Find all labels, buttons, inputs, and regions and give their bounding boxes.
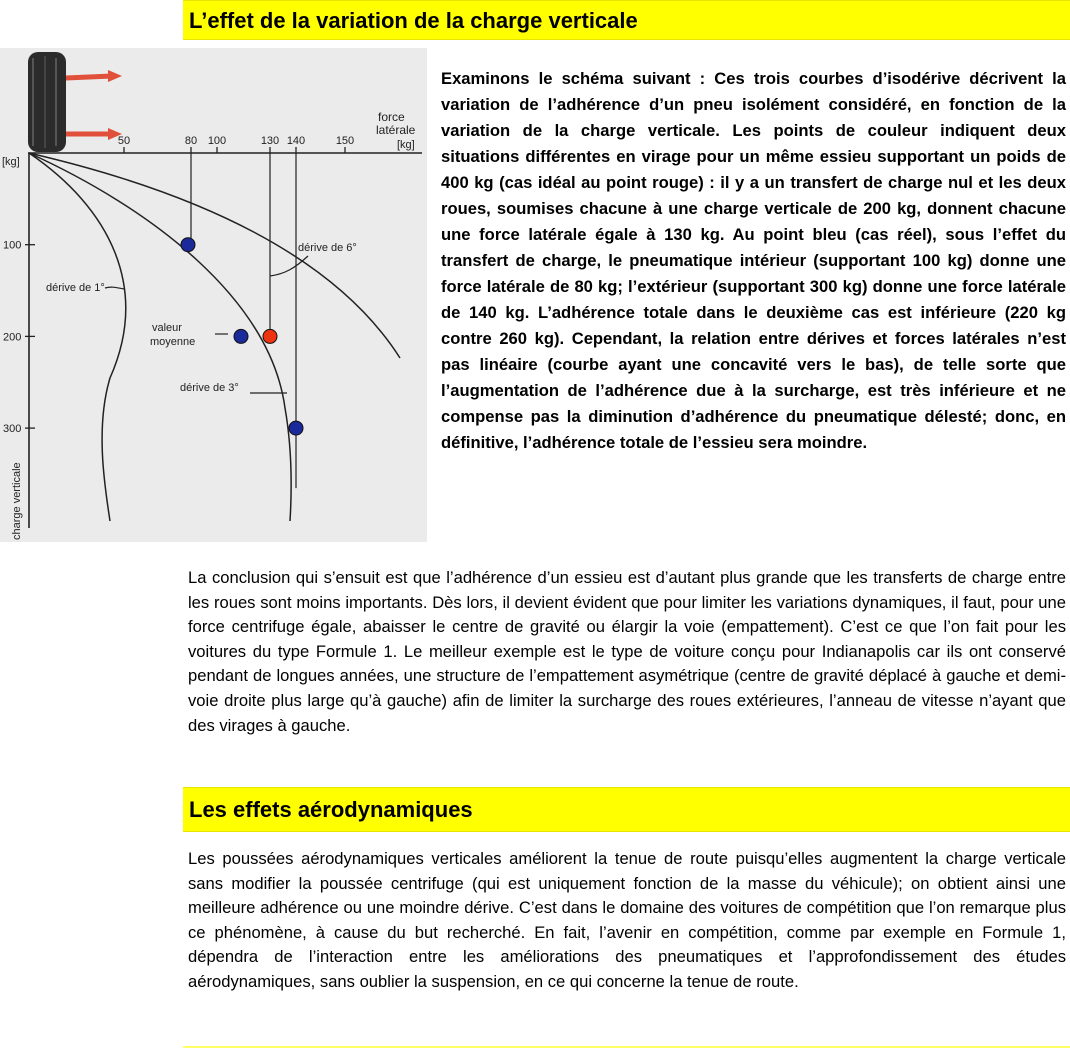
blue-point xyxy=(181,238,195,252)
y-tick-label: 100 xyxy=(3,239,22,252)
bottom-divider xyxy=(183,1046,1070,1048)
y-tick-label: 200 xyxy=(3,331,22,344)
section-title-banner xyxy=(183,787,1070,832)
tyre-icon xyxy=(28,52,66,152)
annotation-label: valeur xyxy=(152,322,182,334)
series-label: dérive de 1° xyxy=(46,282,105,294)
force-arrow-icon xyxy=(66,128,122,140)
x-tick-label: 140 xyxy=(286,135,306,147)
y-axis-unit: [kg] xyxy=(2,156,20,168)
section-title: Les effets aérodynamiques xyxy=(189,797,473,822)
x-tick-label: 80 xyxy=(184,135,198,147)
annotation-label: moyenne xyxy=(150,336,196,348)
section-title: L’effet de la variation de la charge verticale xyxy=(189,8,638,33)
x-tick-label: 150 xyxy=(335,135,355,147)
conclusion-paragraph: La conclusion qui s’ensuit est que l’adhérence d’un essieu est d’autant plus grande que les transferts de charge entre les roues sont moins importants. Dès lors, il devient évident que pour limiter les variations dynamiques, il faut, pour une force centrifuge égale, abaisser le centre de gravité ou élargir la voie (empattement). C’est ce que l’on fait pour les voitures du type Formule 1. Le meilleur exemple est le type de voiture conçu pour Indianapolis car ils ont conservé pendant de longues années, une structure de l’empattement asymétrique (centre de gravité déplacé à gauche et demi-voie droite plus large qu’à gauche) afin de limiter la surcharge des roues extérieures, l’anneau de vitesse n’ayant que des virages à gauche. xyxy=(188,568,1066,735)
section-title-banner xyxy=(183,0,1070,40)
aero-paragraph: Les poussées aérodynamiques verticales améliorent la tenue de route puisqu’elles augmentent la charge verticale sans modifier la poussée centrifuge (qui est uniquement fonction de la masse du véhicule); on obtient ainsi une meilleure adhérence ou une moindre dérive. C’est dans le domaine des voitures de compétition que l’on remarque plus ce phénomène, à cause du but recherché. En fait, l’avenir en compétition, comme par exemple en Formule 1, dépendra de l’interaction entre les améliorations des pneumatiques et l’approfondissement des études aérodynamiques, sans oublier la suspension, en ce qui concerne la tenue de route. xyxy=(188,849,1066,991)
curve-derive-1 xyxy=(29,153,126,521)
y-axis-label: charge verticale xyxy=(11,462,23,540)
y-tick-label: 300 xyxy=(3,423,22,436)
series-label: dérive de 3° xyxy=(180,382,239,394)
x-tick-label: 100 xyxy=(207,135,227,147)
x-axis-unit: [kg] xyxy=(397,139,415,151)
blue-point xyxy=(234,329,248,343)
curve-derive-6 xyxy=(29,153,400,358)
x-tick-label: 50 xyxy=(117,135,131,147)
isoderive-chart xyxy=(0,48,427,542)
x-axis-label: latérale xyxy=(376,123,416,137)
intro-paragraph: Examinons le schéma suivant : Ces trois courbes d’isodérive décrivent la variation de l’adhérence d’un pneu isolément considéré, en fonction de la variation de la charge verticale. Les points de couleur indiquent deux situations différentes en virage pour un même essieu supportant un poids de 400 kg (cas idéal au point rouge) : il y a un transfert de charge nul et les deux roues, soumises chacune à une charge verticale de 200 kg, donnent chacune une force latérale égale à 130 kg. Au point bleu (cas réel), sous l’effet du transfert de charge, le pneumatique intérieur (supportant 100 kg) donne une force latérale de 80 kg; l’extérieur (supportant 300 kg) donne une force latérale de 140 kg. L’adhérence totale dans le deuxième cas est inférieure (220 kg contre 260 kg). Cependant, la relation entre dérives et forces latérales n’est pas linéaire (courbe ayant une concavité vers le bas), de telle sorte que l’augmentation de l’adhérence due à la surcharge, est très inférieure et ne compense pas la diminution d’adhérence du pneumatique délesté; donc, en définitive, l’adhérence totale de l’essieu sera moindre. xyxy=(441,69,1066,452)
series-label: dérive de 6° xyxy=(298,242,357,254)
x-tick-label: 130 xyxy=(260,135,280,147)
red-point xyxy=(263,329,277,343)
x-axis-label: force xyxy=(378,110,405,124)
blue-point xyxy=(289,421,303,435)
force-arrow-icon xyxy=(66,70,122,82)
